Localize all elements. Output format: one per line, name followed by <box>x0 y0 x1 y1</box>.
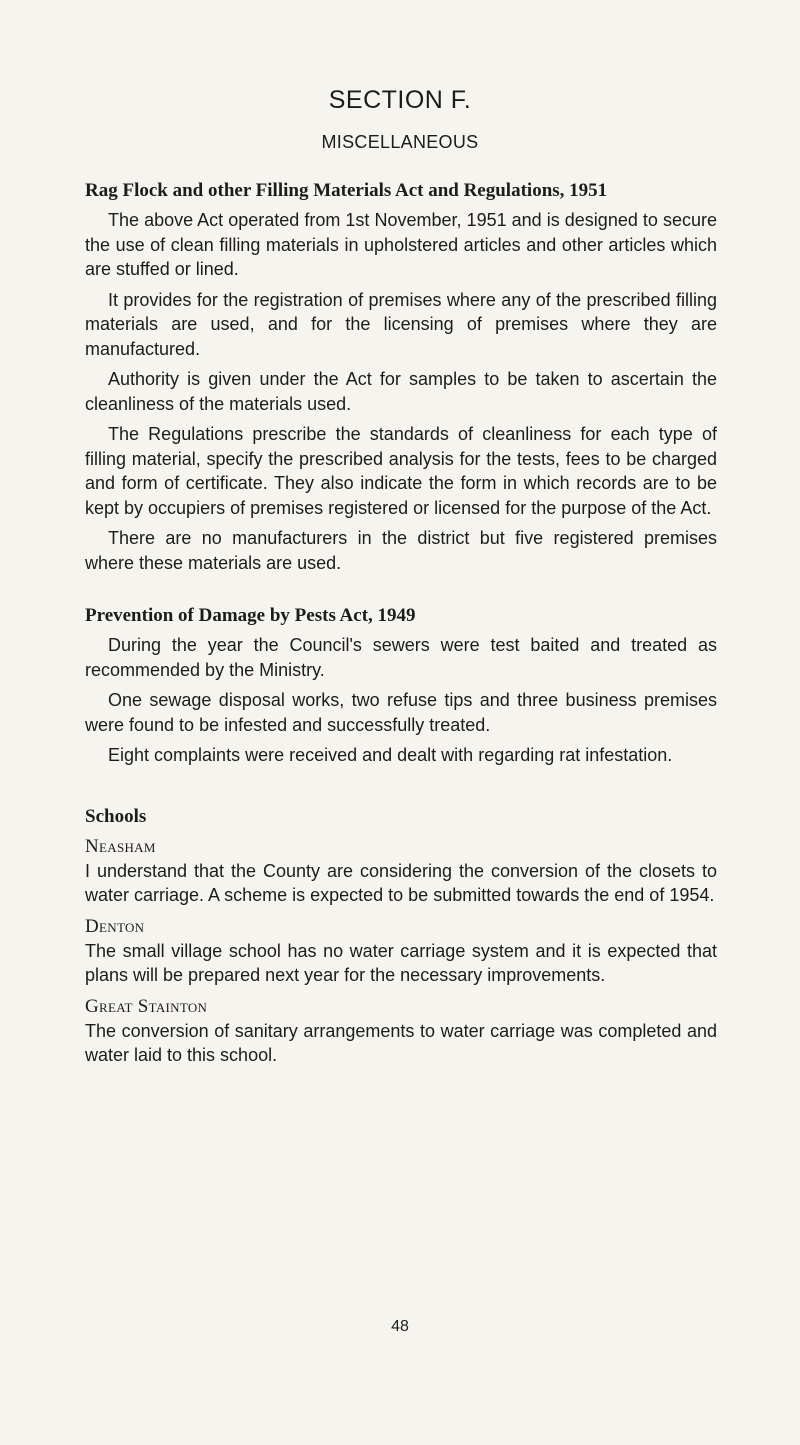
schools-heading: Schools <box>85 805 147 827</box>
school-name: Neasham <box>85 835 156 857</box>
page-number: 48 <box>391 1318 409 1335</box>
rag-flock-paragraph: The Regulations prescribe the standards of cleanliness for each type of filling material, specify the prescribed analysis for the tests, fees to be charged and form of certificate. They also indicate the form in which records are to be kept by occupiers of premises registered or licensed for the purpose of the Act. <box>85 424 717 518</box>
pests-heading: Prevention of Damage by Pests Act, 1949 <box>85 605 416 626</box>
rag-flock-heading: Rag Flock and other Filling Materials Act and Regulations, 1951 <box>85 180 608 201</box>
school-name: Great Stainton <box>85 995 208 1017</box>
section-subtitle: MISCELLANEOUS <box>321 132 479 152</box>
schools-section <box>85 804 717 1068</box>
document-body <box>85 178 717 1074</box>
rag-flock-paragraph: The above Act operated from 1st November, 1951 and is designed to secure the use of clean filling materials in upholstered articles and other articles which are stuffed or lined. <box>85 210 717 279</box>
rag-flock-paragraph: Authority is given under the Act for samples to be taken to ascertain the cleanliness of the materials used. <box>85 369 717 414</box>
rag-flock-section <box>85 178 717 575</box>
rag-flock-paragraph: There are no manufacturers in the district but five registered premises where these materials are used. <box>85 528 717 573</box>
pests-paragraph: One sewage disposal works, two refuse tips and three business premises were found to be infested and successfully treated. <box>85 690 717 735</box>
section-spacer <box>85 581 717 603</box>
school-text: I understand that the County are considering the conversion of the closets to water carriage. A scheme is expected to be submitted towards the end of 1954. <box>85 860 717 905</box>
school-text: The conversion of sanitary arrangements to water carriage was completed and water laid to this school. <box>85 1020 717 1065</box>
school-text: The small village school has no water carriage system and it is expected that plans will be prepared next year for the necessary improvements. <box>85 940 717 985</box>
section-spacer <box>85 774 717 804</box>
pests-paragraph: Eight complaints were received and dealt with regarding rat infestation. <box>108 745 673 765</box>
pests-paragraph: During the year the Council's sewers were test baited and treated as recommended by the Ministry. <box>85 635 717 680</box>
rag-flock-paragraph: It provides for the registration of premises where any of the prescribed filling materials are used, and for the licensing of premises where they are manufactured. <box>85 289 717 359</box>
pests-section <box>85 603 717 768</box>
school-name: Denton <box>85 915 145 937</box>
section-title: SECTION F. <box>328 86 472 114</box>
